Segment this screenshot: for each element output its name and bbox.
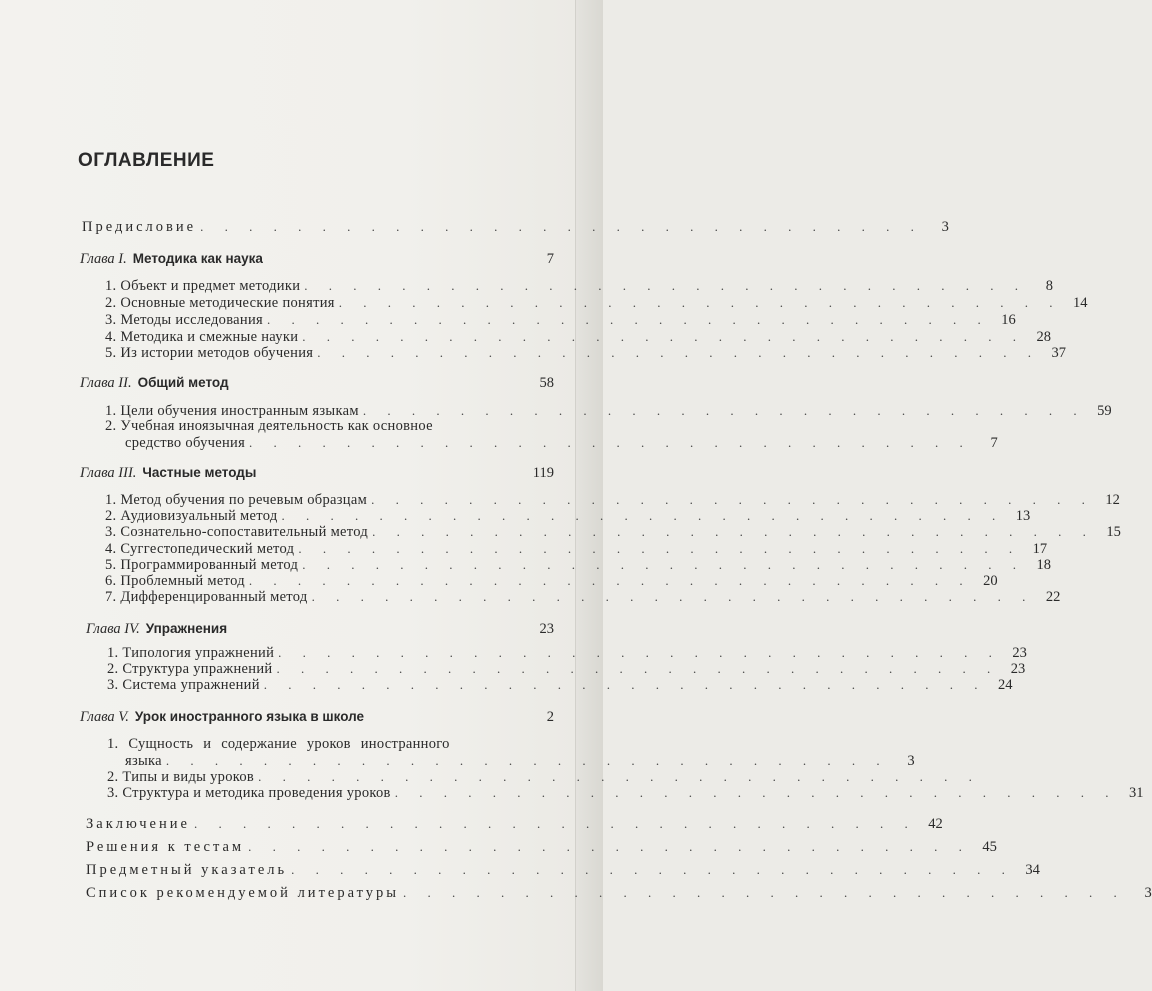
dot-leader: . . . . . . . . . . . . . . . . . . . . . . . . . . . . . . [302,329,1026,344]
toc-chapter-4[interactable] [86,620,554,638]
toc-item[interactable] [105,344,1066,362]
entry-page: 34 [1025,862,1040,878]
entry-label: 3. Методы исследования [105,312,263,328]
toc-entry-conclusion[interactable] [86,815,943,833]
entry-label: 3. Система упражнений [107,677,260,693]
dot-leader: . . . . . . . . . . . . . . . . . . . . . . . . . . . . . . [281,508,1005,523]
dot-leader: . . . . . . . . . . . . . . . . . . . . . . . . . . . . . . [311,589,1035,604]
toc-entry-preface[interactable] [82,218,949,236]
entry-page: 17 [1032,541,1048,557]
dot-leader: . . . . . . . . . . . . . . . . . . . . . . . . . . . . . . [193,816,917,831]
chapter-number: Глава III. [80,465,137,481]
entry-label: Решения к тестам [86,839,245,855]
entry-page: 13 [1015,508,1031,524]
dot-leader: . . . . . . . . . . . . . . . . . . . . . . . . . . . . . . [362,403,1086,418]
entry-page: 23 [1010,661,1026,677]
dot-leader: . . . . . . . . . . . . . . . . . . . . . . . . . . . . . . [371,492,1094,507]
toc-item[interactable] [107,676,1013,694]
entry-page: 28 [1036,329,1052,345]
chapter-title: Общий метод [137,375,229,390]
entry-label: 2. Учебная иноязычная деятельность как основное [105,418,433,434]
chapter-title: Урок иностранного языка в школе [134,709,365,724]
toc-item[interactable] [105,588,1061,606]
entry-label: Список рекомендуемой литературы [86,885,400,901]
dot-leader: . . . . . . . . . . . . . . . . . . . . . . . . . . . . . . [302,557,1025,572]
toc-entry-literature[interactable] [86,884,1152,902]
dot-leader: . . . . . . . . . . . . . . . . . . . . . . . . . . . . . . [317,345,1040,360]
dot-leader: . . . . . . . . . . . . . . . . . . . . . . . . . . . . . . [249,435,972,450]
entry-label: языка [125,753,162,769]
entry-page: 37 [1051,345,1066,361]
entry-page: 24 [998,677,1013,693]
entry-label: 3. Структура и методика проведения уроков [107,785,391,801]
entry-page: 119 [532,465,554,481]
entry-page: 31 [1128,785,1144,801]
entry-label: средство обучения [125,435,246,451]
entry-label: 7. Дифференцированный метод [105,589,308,605]
entry-page: 23 [1012,645,1027,661]
entry-page: 42 [928,816,943,832]
entry-page: 12 [1105,492,1120,508]
toc-chapter-5[interactable] [80,708,554,726]
chapter-number: Глава V. [80,709,129,725]
entry-page: 2 [546,709,554,725]
entry-label: 2. Аудиовизуальный метод [105,508,278,524]
toc-entry-index[interactable] [86,861,1040,879]
toc-item[interactable] [105,277,1054,295]
entry-page: 45 [982,839,997,855]
dot-leader: . . . . . . . . . . . . . . . . . . . . . . . . . . . . . . [263,677,987,692]
toc-item[interactable] [105,418,554,435]
entry-page: 3 [907,753,915,769]
dot-leader: . . . . . . . . . . . . . . . . . . . . . . . . . . . . . . [266,312,990,327]
dot-leader: . . . . . . . . . . . . . . . . . . . . . . . . . . . . . . [338,295,1062,310]
toc-heading: ОГЛАВЛЕНИЕ [78,150,215,171]
entry-page: 7 [990,435,998,451]
chapter-number: Глава IV. [86,621,140,637]
entry-page: 18 [1036,557,1051,573]
chapter-number: Глава II. [80,375,132,391]
entry-page: 16 [1001,312,1016,328]
dot-leader: . . . . . . . . . . . . . . . . . . . . . . . . . . . . . . [200,219,923,234]
dot-leader: . . . . . . . . . . . . . . . . . . . . . . . . . . . . . . [372,524,1095,539]
toc-item[interactable] [107,736,554,753]
entry-page: 3 [941,219,949,235]
toc-chapter-3[interactable] [80,464,554,482]
entry-page: 20 [983,573,998,589]
toc-item[interactable] [105,311,1016,329]
toc-chapter-2[interactable] [80,374,554,392]
entry-label: 2. Типы и виды уроков [107,769,255,785]
toc-item[interactable] [107,784,1144,802]
dot-leader: . . . . . . . . . . . . . . . . . . . . . . . . . . . . . . [394,785,1118,800]
chapter-title: Методика как наука [132,251,263,266]
entry-page: 22 [1045,589,1061,605]
chapter-title: Частные методы [142,465,257,480]
entry-page: 14 [1073,295,1088,311]
entry-label: 1. Сущность и содержание уроков иностранного [107,736,450,752]
entry-page: 59 [1097,403,1112,419]
dot-leader: . . . . . . . . . . . . . . . . . . . . . . . . . . . . . . [248,839,971,854]
dot-leader: . . . . . . . . . . . . . . . . . . . . . . . . . . . . . . [278,645,1001,660]
entry-label: 3. Сознательно-сопоставительный метод [105,524,369,540]
entry-page: 15 [1106,524,1121,540]
entry-label: 2. Основные методические понятия [105,295,335,311]
entry-page: 7 [546,251,554,267]
entry-label: 4. Суггестопедический метод [105,541,295,557]
entry-label: Предметный указатель [86,862,288,878]
dot-leader: . . . . . . . . . . . . . . . . . . . . . . . . . . . . . . [165,753,889,768]
entry-label: 4. Методика и смежные науки [105,329,299,345]
chapter-number: Глава I. [80,251,127,267]
entry-label: 5. Из истории методов обучения [105,345,314,361]
entry-label: Предисловие [82,219,197,235]
chapter-title: Упражнения [145,621,228,636]
toc-entry-solutions[interactable] [86,838,997,856]
dot-leader: . . . . . . . . . . . . . . . . . . . . . . . . . . . . . . [298,541,1022,556]
toc-item[interactable] [105,294,1088,312]
dot-leader: . . . . . . . . . . . . . . . . . . . . . . . . . . . . . . [304,278,1028,293]
entry-page: 58 [539,375,554,391]
entry-label: 5. Программированный метод [105,557,299,573]
entry-page: 23 [539,621,554,637]
entry-label: 1. Объект и предмет методики [105,278,301,294]
toc-chapter-1[interactable] [80,250,554,268]
entry-label: 1. Цели обучения иностранным языкам [105,403,359,419]
entry-label: 2. Структура упражнений [107,661,273,677]
dot-leader: . . . . . . . . . . . . . . . . . . . . . . . . . . . . . . [403,885,1126,900]
entry-label: 1. Типология упражнений [107,645,275,661]
toc-item-continuation[interactable] [125,434,998,452]
entry-page: 3 [1144,885,1152,901]
dot-leader: . . . . . . . . . . . . . . . . . . . . . . . . . . . . . . [276,661,1000,676]
entry-label: 6. Проблемный метод [105,573,245,589]
dot-leader: . . . . . . . . . . . . . . . . . . . . . . . . . . . . . . [258,769,981,784]
entry-label: Заключение [86,816,190,832]
dot-leader: . . . . . . . . . . . . . . . . . . . . . . . . . . . . . . [248,573,972,588]
dot-leader: . . . . . . . . . . . . . . . . . . . . . . . . . . . . . . [291,862,1014,877]
toc-item[interactable] [105,523,1121,541]
entry-page: 8 [1045,278,1054,294]
entry-label: 1. Метод обучения по речевым образцам [105,492,368,508]
